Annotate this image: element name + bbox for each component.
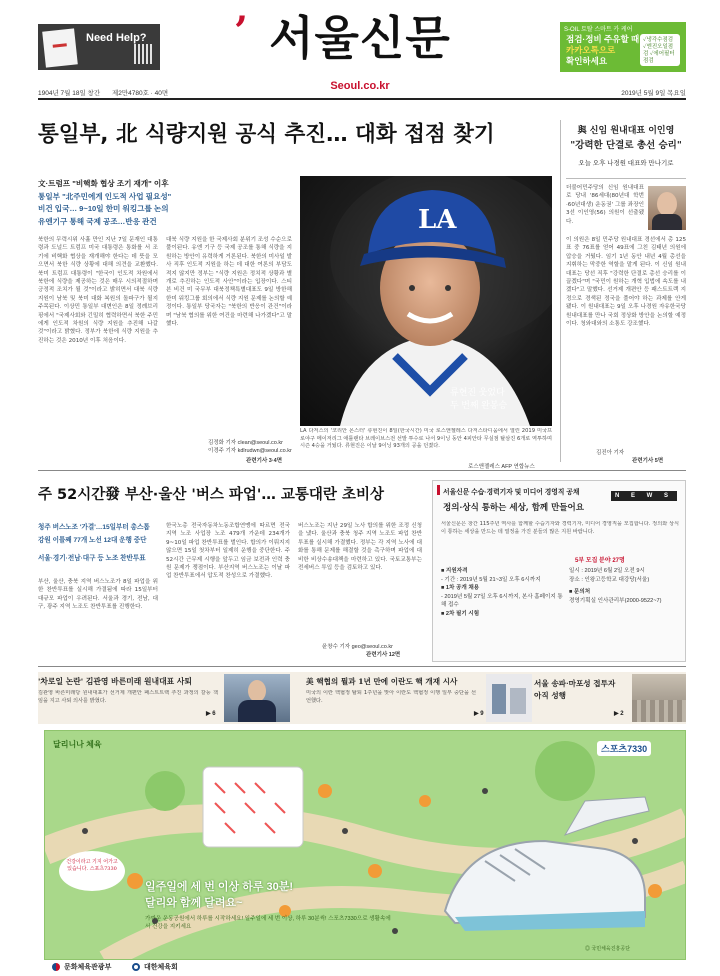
notice-schedule-left <box>441 567 563 619</box>
ad-logo-1: 문화체육관광부 <box>64 964 112 971</box>
bottom-ad[interactable] <box>44 730 686 960</box>
lead-byline: 김정화 기자 clean@seoul.co.kr <box>208 440 283 446</box>
recruit-notice-box[interactable] <box>432 480 686 662</box>
bus-byline: 윤창수 기자 geo@seoul.co.kr <box>322 644 393 650</box>
bus-subheads <box>38 522 158 566</box>
qr-code-icon <box>134 44 154 64</box>
notice-s2a: - 2019년 5월 27일 오후 6시까지, 본사 홈페이지 통해 접수 <box>441 593 563 609</box>
notice-s1: ■ 지원자격 <box>441 568 468 574</box>
bus-headline[interactable]: 주 52시간發 부산·울산 '버스 파업'… 교통대란 초비상 <box>38 487 384 503</box>
photo-caption-2: 두 번째 완봉승 <box>450 400 508 410</box>
ad-right-checklist: ✓냉각수점검 ✓엔진오일점검 ✓에어필터점검 <box>640 34 680 66</box>
bus-body-col1: 부산, 울산, 충북 지역 버스노조가 8일 파업을 위한 찬반투표를 실시해 가결됨에 따라 15일부터 대규모 파업이 우려된다. 서울과 경기, 전남, 대구, 광주 지역 노조도 찬반투표를 진행한다. <box>38 579 158 611</box>
ad-right-line3: 확인하세요 <box>566 56 608 66</box>
main-photo[interactable] <box>300 176 552 426</box>
teaser-2-headline: 美 핵협의 뭘과 1년 만에 이란도 핵 개재 시사 <box>306 677 458 686</box>
teaser-1-text: 김관영 바른미래당 원내대표가 선거제 개편안 패스트트랙 추진 과정의 갈등 책임을 지고 사퇴 의사를 밝혔다. <box>38 690 218 704</box>
notice-s2: ■ 1차 공개 채용 <box>441 585 480 592</box>
teaser-1-page: ▶ 6 <box>206 711 216 717</box>
player-photo-graphic <box>300 176 552 426</box>
lead-body-col2: 대북 식량 지원을 한 국제사회 분위기 조성 수순으로 풀이된다. 유엔 기구 등 국제 공조를 통해 식량을 지원하는 방안이 유력하게 거론된다. 북한의 미사일 발사 직후 인도적 지원을 하는 데 대한 여론의 부담도 적지 않지만 정부는 "식량 지원은 정치적 상황과 별개로 추진하는 인도적 사안"이라는 입장이다. 스티븐 비건 미 국무부 대북정책특별대표도 9일 방한해 한미 워킹그룹 회의에서 식량 지원 문제를 논의할 예정이다. 통일부 당국자는 "북한의 반응이 관건"이라며 "남북 협의를 위한 여건을 마련해 나가겠다"고 말했다. <box>166 237 292 328</box>
notice-s1a: - 기간 : 2019년 5월 21~3일 오후 6시까지 <box>441 576 541 583</box>
news-blocks-icon: N E W S <box>611 491 677 501</box>
bus-sub-1: 청주 버스노조 '가결'…15일부터 총스톱 <box>38 524 150 531</box>
teaser-2-text: 미국의 이란 핵협정 탈퇴 1주년을 맞아 이란도 핵협정 이행 일부 중단을 선언했다. <box>306 690 476 704</box>
teaser-3-photo <box>632 674 686 722</box>
lead-subheads <box>38 178 292 228</box>
teaser-1[interactable] <box>38 672 298 724</box>
svg-text:LA: LA <box>418 205 457 235</box>
lead-sub-4: 유엔기구 통해 국제 공조…반응 관건 <box>38 216 157 226</box>
notice-subtitle-box: 5부 모집 분야 27명 <box>575 558 625 564</box>
teaser-1-headline: '차로일 논란' 김관영 바른미래 원내대표 사퇴 <box>38 677 192 686</box>
right-related[interactable]: 관련기사 5면 <box>632 458 664 464</box>
lead-sub-2: 통일부 "北주민에게 인도적 사업 필요성" <box>38 191 172 201</box>
right-col-headline-block[interactable] <box>566 124 686 170</box>
notice-s4: 일시 : 2019년 6월 2일 오전 9시 <box>569 568 645 574</box>
logo-apostrophe: ’ <box>234 8 248 55</box>
teaser-3-headline: 서울 송파·마포성 접투자 아직 성행 <box>534 679 616 700</box>
logo-url[interactable]: Seoul.co.kr <box>330 80 390 92</box>
photo-caption-1: 류현진 웃었다 <box>450 387 505 397</box>
lead-related[interactable]: 관련기사 3·4면 <box>246 458 283 464</box>
bus-related[interactable]: 관련기사 12면 <box>366 652 401 658</box>
logo-name: 서울신문 <box>269 11 451 65</box>
lead-sub-1: 文·트럼프 "비핵화 협상 조기 재개" 이후 <box>38 179 169 188</box>
right-headline: "강력한 단결로 총선 승리" <box>570 140 682 151</box>
ad-right-line2: 카카오톡으로 <box>566 45 616 55</box>
notice-s5a: 경영기획실 인사관리부(2000-9522~7) <box>569 597 662 604</box>
dateline <box>38 88 686 97</box>
ad-right-line1: 점검·정비 주유할 때 <box>566 34 640 44</box>
ad-slogan-2: 달리와 함께 달려요~ <box>145 897 243 909</box>
ad-left-text: Need Help? <box>86 32 147 44</box>
ad-top-logo: 달리니나 체육 <box>53 740 102 749</box>
photo-credit: 로스앤젤레스 AFP 연합뉴스 <box>468 464 535 470</box>
notice-accent-bar <box>437 485 440 495</box>
right-byline: 김진아 기자 <box>596 450 625 456</box>
issue-date: 2019년 5월 9일 목요일 <box>621 90 686 97</box>
lead-byline-2: 이경주 기자 kdlrudwn@seoul.co.kr <box>208 448 292 454</box>
lead-sub-3: 비건 입국… 9~10일 한미 워킹그룹 논의 <box>38 204 169 213</box>
ad-right-top: S-OIL 토탈 스마트 카 케어 <box>564 27 633 33</box>
teaser-2-page: ▶ 9 <box>474 711 484 717</box>
ad-body: 가까운 운동공원에서 하루를 시작하세요! 일주일에 세 번 이상, 하루 30분씩! 스포츠7330으로 생활속에서 건강을 지키세요 <box>145 916 391 930</box>
ad-slogan <box>145 879 293 911</box>
founded-date: 1904년 7월 18일 창간 <box>38 90 101 97</box>
notice-intro: 서울신문은 창간 115주년 역사를 함께할 수습기자와 경력기자, 미디어 경영직을 모집합니다. 정의와 상식이 통하는 세상을 만드는 데 열정을 가진 분들의 많은 지원 바랍니다. <box>441 521 679 535</box>
ad-card-graphic <box>42 28 78 67</box>
notice-schedule-right <box>569 567 681 605</box>
photo-caption-overlay <box>450 386 507 412</box>
right-body-top: 더불어민주당의 신임 원내대표로 당내 '86세대(80년대 학번·60년대생) 운동권' 그룹 좌장인 3선 이인영(56) 의원이 선출됐다. <box>566 185 644 225</box>
notice-sub: 정의·상식 통하는 세상, 함께 만들어요 <box>443 503 584 513</box>
sports-council-logo-icon <box>132 963 140 971</box>
portrait-photo <box>648 186 686 230</box>
right-sub: 오늘 오후 나경원 대표와 만나기로 <box>578 160 674 167</box>
bus-body-col3: 버스노조는 지난 29일 노사 합의를 위한 조정 신청을 냈다. 울산과 충북 청주 지역 노조도 파업 찬반투표를 실시해 가결했다. 정부는 각 지역 노사에 대화를 통해 문제를 해결할 것을 촉구하며 파업에 대비한 비상수송대책을 마련하고 있다. 국토교통부는 전세버스 투입 등을 검토하고 있다. <box>298 523 422 572</box>
lead-headline[interactable]: 통일부, 北 식량지원 공식 추진… 대화 접점 찾기 <box>38 122 495 147</box>
newspaper-logo[interactable] <box>234 8 480 92</box>
issue-number: 제2만4780호 · 40면 <box>111 90 169 97</box>
photo-caption-desc: LA 다저스의 '코리안 몬스터' 류현진이 8일(한국시간) 미국 로스앤젤레스 다저스타디움에서 열린 2019 미국프로야구 메이저리그 애틀랜타 브레이브스전 선발 투수로 나서 9이닝 동안 4피안타 무실점 탈삼진 6개로 역투하며 시즌 4승을 거뒀다. 류현진은 이날 9이닝 93개의 공을 던졌다. <box>300 428 552 450</box>
teaser-3-page: ▶ 2 <box>614 711 624 717</box>
masthead-rule <box>38 98 686 100</box>
teaser-2[interactable] <box>306 672 526 724</box>
notice-s5: ■ 문의처 <box>569 589 591 596</box>
ad-banner-left[interactable] <box>38 24 160 70</box>
right-kicker: 與 신임 원내대표 이인영 <box>577 126 675 136</box>
ad-logo-2: 대한체육회 <box>144 964 178 971</box>
notice-title: 서울신문 수습·경력기자 및 미디어 경영직 공채 <box>443 489 580 496</box>
ad-brand: 스포츠7330 <box>597 741 651 756</box>
teaser-1-photo <box>224 674 290 722</box>
ad-footer <box>44 960 686 976</box>
ministry-logo-icon <box>52 963 60 971</box>
ad-speech-bubble: 건강이라고 기지 어가고 있습니다. 스포츠7330 <box>59 851 125 891</box>
lead-body-col1: 북한의 무력시위 사흘 만인 지난 7일 문재인 대통령과 도널드 트럼프 미국 대통령은 통화를 서 조기에 비핵화 협상을 재개해야 한다는 데 뜻을 모으면서 북한 식량 상황에 대해 의견을 교환했다. 북미 트럼프 대통령이 "한국이 인도적 차원에서 북한에 식량을 제공하는 것은 매우 시의적절하며 긍정적 조치가 될 것"이라고 밝히면서 대북 식량 지원이 남북 및 북미 대화 복원의 돌파구가 될지 주목된다. 이상민 통일부 대변인은 8일 정례브리핑에서 "국제사회와 긴밀히 협력하면서 북한 주민에게 인도적 차원의 식량 지원을 추진해 나갈 것"이라고 밝혔다. 정부가 북한에 식량 지원을 추진하는 것은 2010년 이후 처음이다. <box>38 237 158 344</box>
teaser-2-photo <box>486 674 532 722</box>
ad-slogan-1: 일주일에 세 번 이상 하루 30분! <box>145 881 294 893</box>
ad-right-headline <box>566 34 639 67</box>
ad-credit: ◎ 국민체육진흥공단 <box>585 946 631 952</box>
right-body: 이 의원은 8일 민주당 원내대표 경선에서 총 125표 중 76표를 얻어 49표에 그친 김태년 의원에 압승을 거뒀다. 임기 1년 동안 내년 4월 총선을 지휘하는 막중한 역할을 맡게 된다. 이 신임 원내대표는 당선 직후 "강력한 단결로 총선 승리를 이끌겠다"며 "국민이 원하는 개혁 입법에 속도를 내겠다"고 말했다. 선거제 개편안 등 패스트트랙 지정으로 경색된 정국을 풀어야 하는 과제를 안게 됐다. 이 원내대표는 9일 오후 나경원 자유한국당 원내대표를 만나 국회 정상화 방안을 논의할 예정이다. 청와대와의 소통도 강조했다. <box>566 237 686 328</box>
notice-s4a: 장소 : 인왕고등학교 대강당(서울) <box>569 576 650 583</box>
bus-sub-2: 강원 이틀째 77개 노선 12대 운행 중단 <box>38 536 147 544</box>
teaser-3[interactable] <box>534 672 686 724</box>
ad-banner-right[interactable] <box>560 22 686 72</box>
notice-s3: ■ 2차 필기 시험 <box>441 610 480 617</box>
bus-body-col2: 한국노총 전국자동차노동조합연맹에 따르면 전국 지역 노조 사업장 노조 479개 가운데 234개가 9~10일 파업 찬반투표를 벌인다. 합의가 이뤄지지 않으면 15일 첫차부터 일제히 운행을 중단한다. 주 52시간 근무제 시행을 앞두고 임금 보전과 인력 충원 문제가 쟁점이다. 부산지역 버스노조는 이날 파업 찬반투표에서 압도적 찬성으로 가결했다. <box>166 523 290 580</box>
bus-sub-3: 서울·경기·전남·대구 등 노조 찬반투표 <box>38 555 146 562</box>
